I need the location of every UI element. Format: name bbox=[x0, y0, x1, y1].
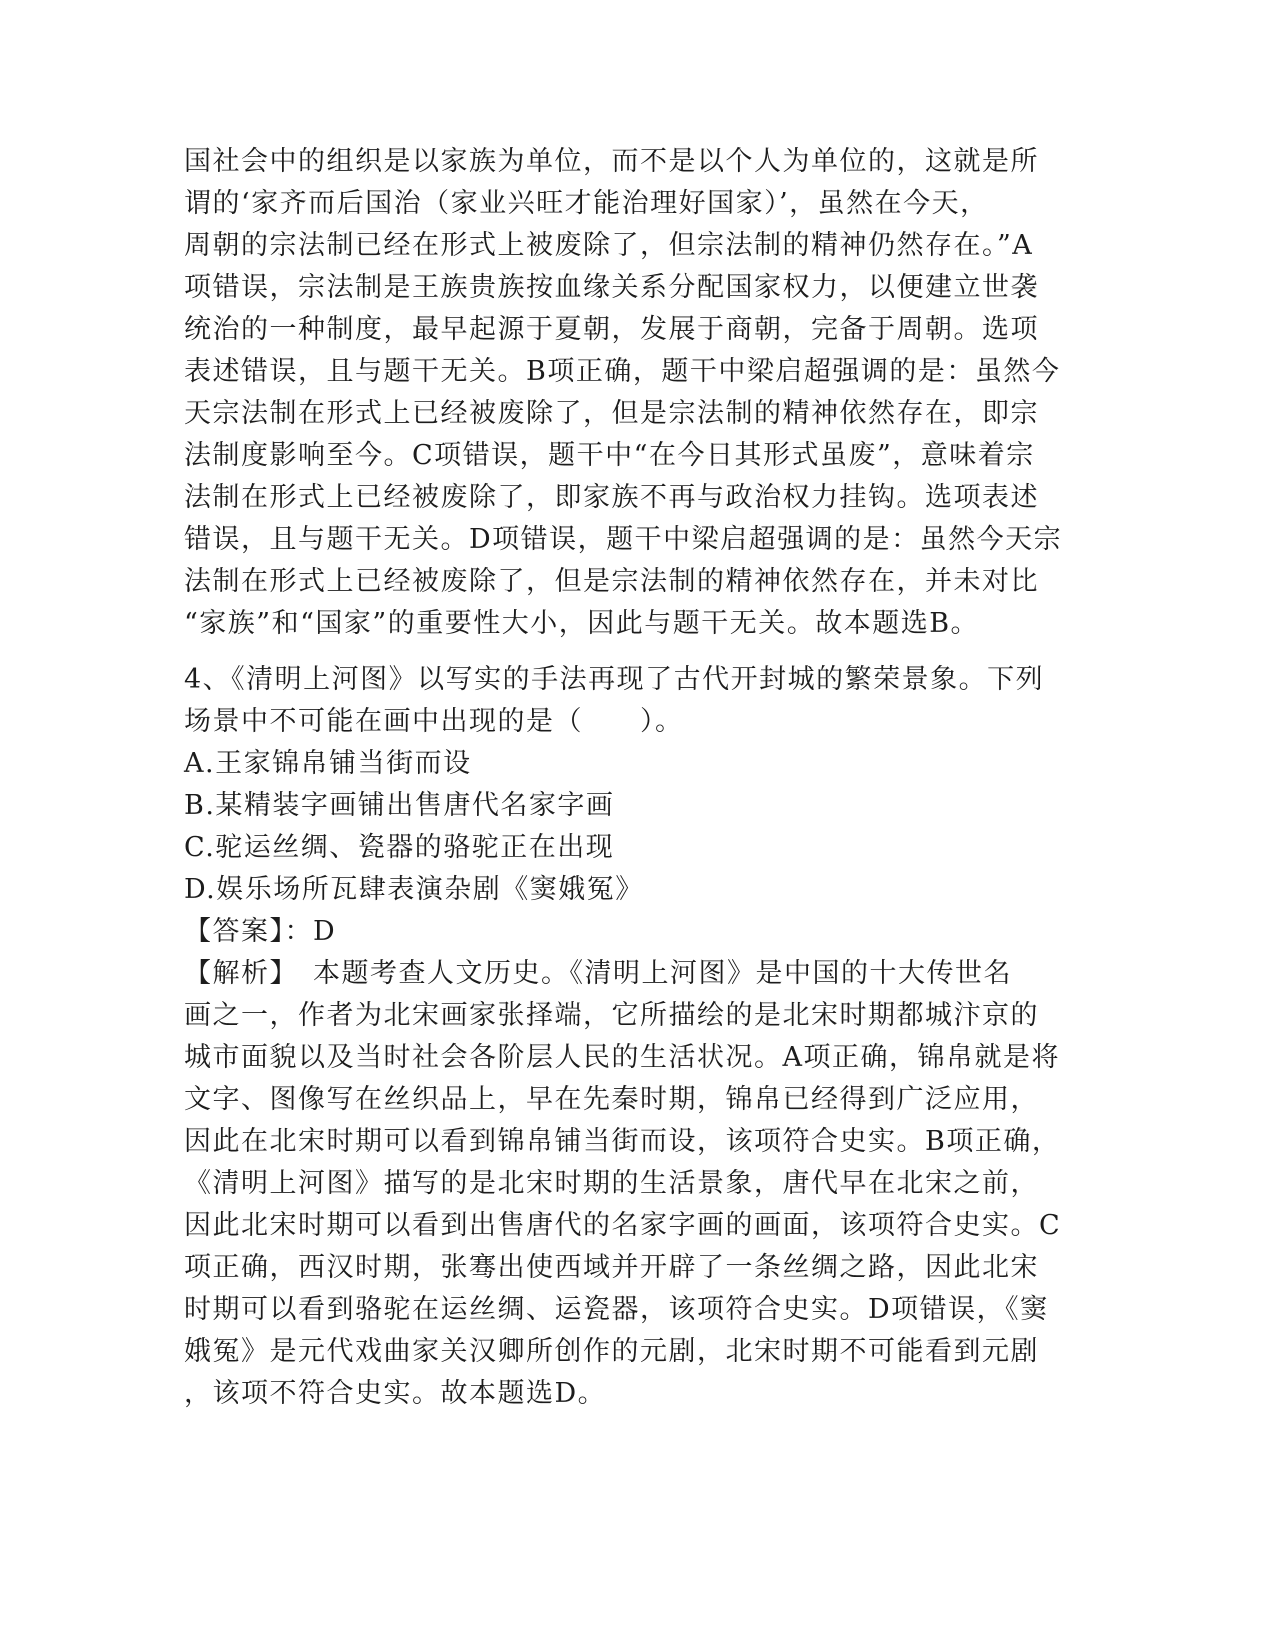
analysis-line: 城市面貌以及当时社会各阶层人民的生活状况。A项正确，锦帛就是将 bbox=[184, 1042, 1060, 1073]
analysis-line: ，该项不符合史实。故本题选D。 bbox=[184, 1378, 607, 1409]
analysis-line: 【解析】 本题考查人文历史。《清明上河图》是中国的十大传世名 bbox=[184, 958, 1012, 989]
analysis-line: 因此在北宋时期可以看到锦帛铺当街而设，该项符合史实。B项正确， bbox=[184, 1126, 1061, 1157]
explanation-line: 统治的一种制度，最早起源于夏朝，发展于商朝，完备于周朝。选项 bbox=[184, 314, 1039, 345]
explanation-line: 法制在形式上已经被废除了，即家族不再与政治权力挂钩。选项表述 bbox=[184, 482, 1039, 513]
question-stem-line: 场景中不可能在画中出现的是（ ）。 bbox=[184, 706, 684, 737]
explanation-line: 项错误，宗法制是王族贵族按血缘关系分配国家权力，以便建立世袭 bbox=[184, 272, 1039, 303]
option-b: B.某精装字画铺出售唐代名家字画 bbox=[184, 790, 615, 821]
explanation-line: 法制在形式上已经被废除了，但是宗法制的精神依然存在，并未对比 bbox=[184, 566, 1039, 597]
answer-line: 【答案】：D bbox=[184, 916, 337, 947]
analysis-line: 文字、图像写在丝织品上，早在先秦时期，锦帛已经得到广泛应用， bbox=[184, 1084, 1039, 1115]
explanation-line: “家族”和“国家”的重要性大小，因此与题干无关。故本题选B。 bbox=[184, 608, 980, 639]
explanation-line: 法制度影响至今。C项错误，题干中“在今日其形式虽废”，意味着宗 bbox=[184, 440, 1035, 471]
option-a: A.王家锦帛铺当街而设 bbox=[184, 748, 472, 779]
analysis-line: 因此北宋时期可以看到出售唐代的名家字画的画面，该项符合史实。C bbox=[184, 1210, 1062, 1241]
analysis-line: 娥冤》是元代戏曲家关汉卿所创作的元剧，北宋时期不可能看到元剧 bbox=[184, 1336, 1039, 1367]
option-c: C.驼运丝绸、瓷器的骆驼正在出现 bbox=[184, 832, 615, 863]
explanation-line: 国社会中的组织是以家族为单位，而不是以个人为单位的，这就是所 bbox=[184, 146, 1039, 177]
analysis-line: 项正确，西汉时期，张骞出使西域并开辟了一条丝绸之路，因此北宋 bbox=[184, 1252, 1039, 1283]
explanation-line: 周朝的宗法制已经在形式上被废除了，但宗法制的精神仍然存在。”A bbox=[184, 230, 1034, 261]
analysis-line: 画之一，作者为北宋画家张择端，它所描绘的是北宋时期都城汴京的 bbox=[184, 1000, 1039, 1031]
explanation-line: 表述错误，且与题干无关。B项正确，题干中梁启超强调的是：虽然今 bbox=[184, 356, 1061, 387]
explanation-line: 天宗法制在形式上已经被废除了，但是宗法制的精神依然存在，即宗 bbox=[184, 398, 1039, 429]
explanation-line: 谓的‘家齐而后国治（家业兴旺才能治理好国家）’，虽然在今天， bbox=[184, 188, 989, 219]
question-stem-line: 4、《清明上河图》以写实的手法再现了古代开封城的繁荣景象。下列 bbox=[184, 664, 1045, 695]
analysis-line: 《清明上河图》描写的是北宋时期的生活景象，唐代早在北宋之前， bbox=[184, 1168, 1039, 1199]
analysis-line: 时期可以看到骆驼在运丝绸、运瓷器，该项符合史实。D项错误，《窦 bbox=[184, 1294, 1049, 1325]
option-d: D.娱乐场所瓦肆表演杂剧《窦娥冤》 bbox=[184, 874, 644, 905]
explanation-line: 错误，且与题干无关。D项错误，题干中梁启超强调的是：虽然今天宗 bbox=[184, 524, 1063, 555]
